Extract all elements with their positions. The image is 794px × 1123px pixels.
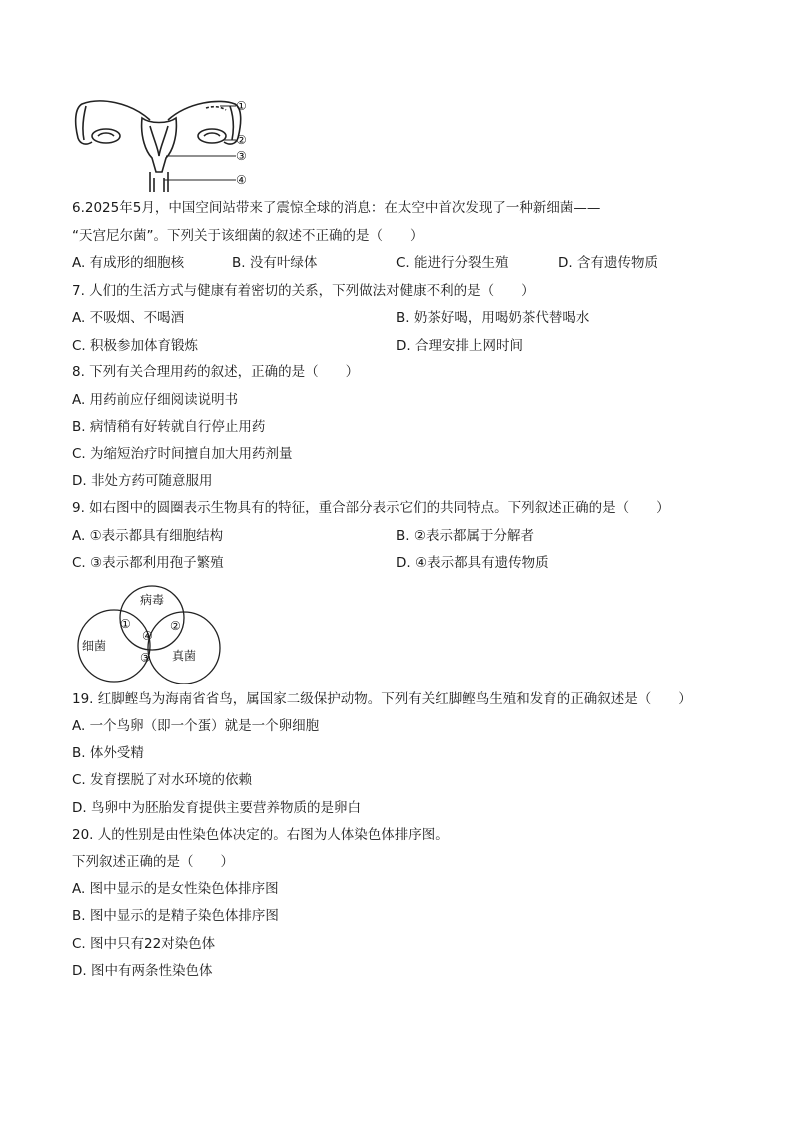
q6-stem-line2: “天宫尼尔菌”。下列关于该细菌的叙述不正确的是（ ）: [72, 228, 424, 244]
q20-option-b: B. 图中显示的是精子染色体排序图: [72, 908, 279, 924]
vagina: [150, 172, 168, 192]
uterus-label-2: ②: [236, 133, 247, 147]
venn-region-3: ③: [140, 651, 151, 665]
venn-label-virus: 病毒: [140, 593, 165, 607]
uterus-label-3: ③: [236, 149, 247, 163]
uterus-diagram: [70, 92, 270, 192]
venn-region-4: ④: [142, 629, 153, 643]
q19-option-d: D. 鸟卵中为胚胎发育提供主要营养物质的是卵白: [72, 800, 361, 816]
q20-option-a: A. 图中显示的是女性染色体排序图: [72, 881, 279, 897]
q9-option-d: D. ④表示都具有遗传物质: [396, 555, 549, 571]
q6-option-d: D. 含有遗传物质: [558, 255, 658, 271]
uterus-label-1: ①: [236, 99, 247, 113]
q7-stem: 7. 人们的生活方式与健康有着密切的关系，下列做法对健康不利的是（ ）: [72, 283, 535, 299]
q6-option-b: B. 没有叶绿体: [232, 255, 318, 271]
q20-option-c: C. 图中只有22对染色体: [72, 936, 216, 952]
q8-option-a: A. 用药前应仔细阅读说明书: [72, 392, 239, 408]
q8-option-d: D. 非处方药可随意服用: [72, 473, 213, 489]
q9-option-b: B. ②表示都属于分解者: [396, 528, 534, 544]
q6-option-c: C. 能进行分裂生殖: [396, 255, 509, 271]
q7-option-b: B. 奶茶好喝，用喝奶茶代替喝水: [396, 310, 590, 326]
q20-option-d: D. 图中有两条性染色体: [72, 963, 213, 979]
ovary-left: [92, 129, 120, 143]
q9-option-a: A. ①表示都具有细胞结构: [72, 528, 224, 544]
ovary-right: [198, 129, 226, 143]
uterus-body: [142, 118, 177, 172]
fallopian-tube-left: [76, 101, 150, 144]
venn-label-fungi: 真菌: [172, 649, 197, 663]
q7-option-d: D. 合理安排上网时间: [396, 338, 523, 354]
q9-option-c: C. ③表示都利用孢子繁殖: [72, 555, 224, 571]
q6-option-a: A. 有成形的细胞核: [72, 255, 185, 271]
venn-region-1: ①: [120, 617, 131, 631]
q6-stem-line1: 6.2025年5月，中国空间站带来了震惊全球的消息：在太空中首次发现了一种新细菌——: [72, 200, 601, 216]
q8-option-b: B. 病情稍有好转就自行停止用药: [72, 419, 266, 435]
q19-option-b: B. 体外受精: [72, 745, 144, 761]
q8-stem: 8. 下列有关合理用药的叙述，正确的是（ ）: [72, 364, 360, 380]
q19-option-c: C. 发育摆脱了对水环境的依赖: [72, 772, 253, 788]
q7-option-a: A. 不吸烟、不喝酒: [72, 310, 185, 326]
uterus-label-4: ④: [236, 173, 247, 187]
q8-option-c: C. 为缩短治疗时间擅自加大用药剂量: [72, 446, 293, 462]
q7-option-c: C. 积极参加体育锻炼: [72, 338, 199, 354]
venn-diagram: [72, 584, 232, 684]
q19-stem: 19. 红脚鲣鸟为海南省省鸟，属国家二级保护动物。下列有关红脚鲣鸟生殖和发育的正确叙述是（ ）: [72, 691, 692, 707]
q19-option-a: A. 一个鸟卵（即一个蛋）就是一个卵细胞: [72, 718, 320, 734]
q9-stem: 9. 如右图中的圆圈表示生物具有的特征，重合部分表示它们的共同特点。下列叙述正确的是（ ）: [72, 500, 670, 516]
venn-label-bacteria: 细菌: [82, 639, 107, 653]
q20-stem-line1: 20. 人的性别是由性染色体决定的。右图为人体染色体排序图。: [72, 827, 449, 843]
q20-stem-line2: 下列叙述正确的是（ ）: [72, 854, 234, 870]
venn-region-2: ②: [170, 619, 181, 633]
